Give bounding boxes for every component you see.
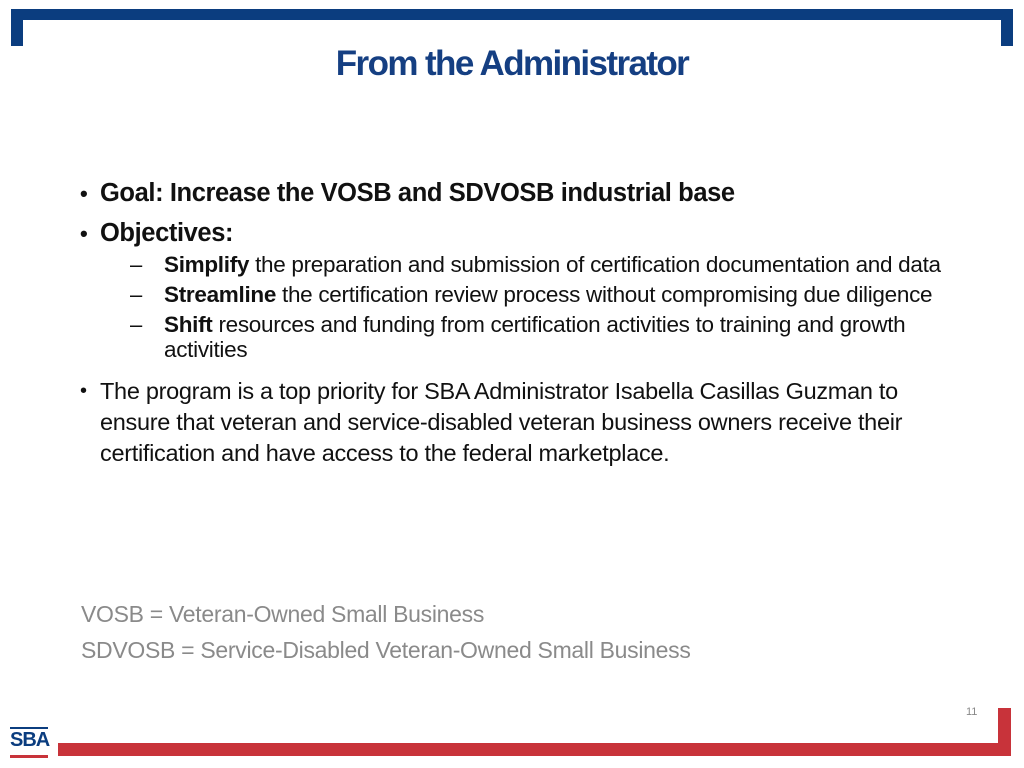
goal-text: Goal: Increase the VOSB and SDVOSB industrial base [100, 179, 735, 207]
objectives-sublist [80, 252, 960, 362]
bullet-marker: • [80, 221, 88, 246]
program-text: The program is a top priority for SBA Administrator Isabella Casillas Guzman to ensure that veteran and service-disabled veteran business owners receive their certification and have access to the federal marketplace. [100, 378, 903, 466]
objectives-sublist-container [80, 252, 960, 362]
objective-text: the preparation and submission of certification documentation and data [249, 252, 941, 277]
objective-item-shift [80, 312, 954, 362]
objective-item-streamline [80, 282, 954, 307]
objective-item-simplify [80, 252, 954, 277]
dash-marker: – [130, 252, 142, 277]
logo-underline [10, 755, 48, 758]
program-bullet [80, 376, 960, 469]
page-number: 11 [966, 706, 978, 718]
logo-text: SBA [10, 729, 50, 751]
objective-text: the certification review process without compromising due diligence [276, 282, 933, 307]
goal-bullet [80, 178, 960, 209]
bullet-marker: • [80, 380, 87, 402]
bullet-list [80, 178, 960, 469]
slide-title: From the Administrator [335, 44, 689, 83]
objectives-label: Objectives: [100, 219, 234, 247]
objective-keyword: Simplify [164, 252, 250, 277]
top-right-corner-tick [1001, 9, 1013, 46]
footnotes [81, 596, 691, 668]
bullet-marker: • [80, 181, 88, 206]
objectives-bullet [80, 218, 960, 249]
dash-marker: – [130, 282, 142, 307]
objective-keyword: Streamline [164, 282, 277, 307]
top-border-bar [11, 9, 1013, 20]
objective-text: resources and funding from certification activities to training and growth activities [164, 312, 906, 362]
footnote-sdvosb: SDVOSB = Service-Disabled Veteran-Owned Small Business [81, 637, 691, 663]
sba-logo [10, 727, 50, 763]
bottom-right-corner-tick [998, 708, 1011, 756]
dash-marker: – [130, 312, 142, 337]
bottom-border-bar [58, 743, 998, 756]
objective-keyword: Shift [164, 312, 213, 337]
top-left-corner-tick [11, 9, 23, 46]
footnote-vosb: VOSB = Veteran-Owned Small Business [81, 601, 485, 627]
